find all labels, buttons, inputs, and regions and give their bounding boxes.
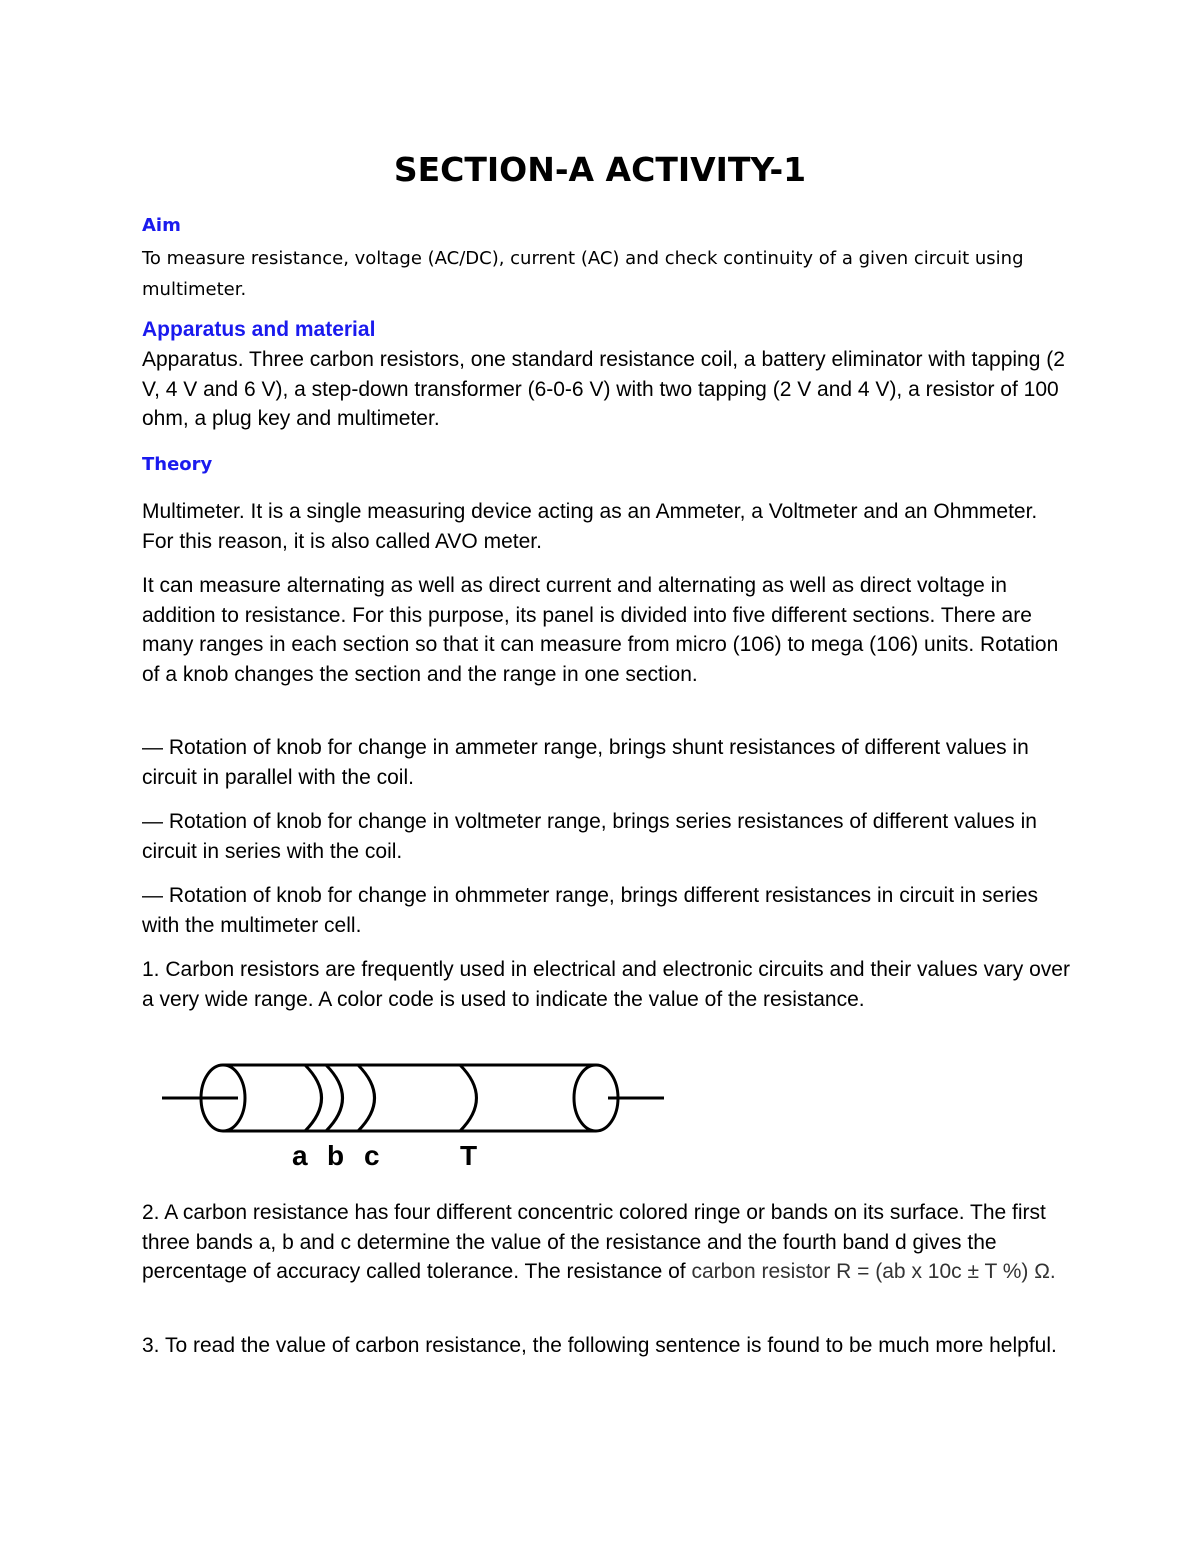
band-label-c: c [364, 1140, 380, 1171]
theory-heading: Theory [142, 454, 213, 475]
theory-paragraph-ammeter-range: — Rotation of knob for change in ammeter range, brings shunt resistances of different values in circuit in parallel with the coil. [142, 736, 1029, 789]
theory-paragraph-measure: It can measure alternating as well as direct current and alternating as well as direct voltage in addition to resistance. For this purpose, its panel is divided into five different sections. There are many ranges in each section so that it can measure from micro (106) to mega (106) units. Rotation of a knob changes the section and the range in one section. [142, 574, 1059, 686]
band-b [326, 1065, 343, 1131]
apparatus-heading: Apparatus and material [142, 318, 376, 341]
theory-paragraph-multimeter: Multimeter. It is a single measuring device acting as an Ammeter, a Voltmeter and an Ohmmeter. For this reason, it is also called AVO meter. [142, 500, 1038, 553]
point-two-text: 2. A carbon resistance has four different concentric colored ringe or bands on its surface. The first three bands a, b and c determine the value of the resistance and the fourth band d gives the percentage of accuracy called tolerance. The resistance of [142, 1201, 1046, 1283]
page-title: SECTION-A ACTIVITY-1 [393, 150, 807, 189]
carbon-resistor-diagram [150, 1055, 680, 1175]
theory-paragraph-voltmeter-range: — Rotation of knob for change in voltmeter range, brings series resistances of different values in circuit in series with the coil. [142, 810, 1037, 863]
aim-text: To measure resistance, voltage (AC/DC), current (AC) and check continuity of a given circuit using multimeter. [142, 248, 1024, 300]
carbon-resistor-svg [150, 1055, 680, 1175]
theory-paragraph-ohmmeter-range: — Rotation of knob for change in ohmmeter range, brings different resistances in circuit in series with the multimeter cell. [142, 884, 1039, 937]
band-c [358, 1065, 375, 1131]
aim-heading: Aim [142, 215, 181, 236]
band-a [305, 1065, 322, 1131]
theory-point-one: 1. Carbon resistors are frequently used in electrical and electronic circuits and their values vary over a very wide range. A color code is used to indicate the value of the resistance. [142, 958, 1070, 1011]
resistance-formula: carbon resistor R = (ab x 10c ± T %) Ω. [691, 1260, 1056, 1283]
band-label-t: T [460, 1140, 478, 1171]
band-tolerance [460, 1065, 477, 1131]
theory-point-two [142, 1198, 1072, 1287]
band-label-a: a [292, 1140, 308, 1171]
theory-point-three: 3. To read the value of carbon resistance, the following sentence is found to be much more helpful. [142, 1334, 1057, 1357]
band-label-b: b [327, 1140, 345, 1171]
apparatus-text: Apparatus. Three carbon resistors, one standard resistance coil, a battery eliminator with tapping (2 V, 4 V and 6 V), a step-down transformer (6-0-6 V) with two tapping (2 V and 4 V), a resistor of 100 ohm, a plug key and multimeter. [142, 348, 1065, 430]
